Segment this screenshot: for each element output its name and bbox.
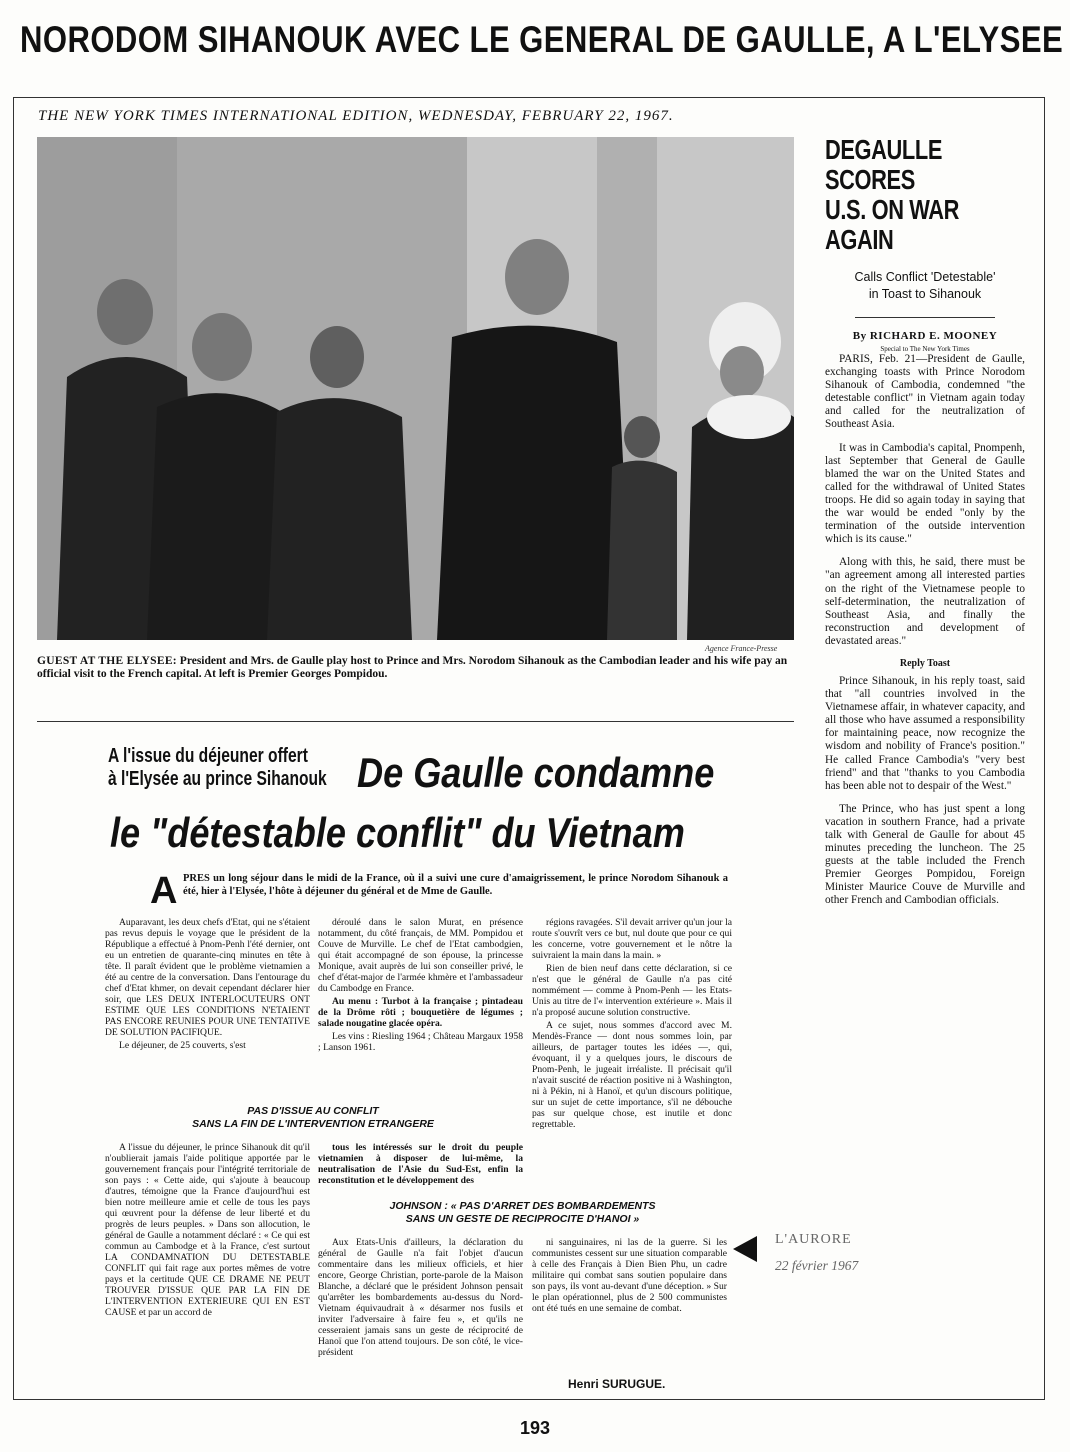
nyt-byline: By RICHARD E. MOONEY	[852, 330, 998, 342]
aurore-headline-line-1: De Gaulle condamne	[357, 749, 715, 796]
source-paper: L'AURORE	[775, 1232, 852, 1247]
section-divider	[37, 721, 794, 722]
section-head-line: JOHNSON : « PAS D'ARRET DES BOMBARDEMENTS	[389, 1200, 656, 1212]
aurore-section-1-column-1	[105, 1142, 310, 1320]
photo-illustration	[37, 137, 794, 640]
aurore-dropcap: A	[150, 870, 178, 912]
nyt-subhead-line-1: Calls Conflict 'Detestable'	[854, 270, 996, 284]
pointer-arrow-icon	[733, 1236, 757, 1262]
aurore-paragraph: ni sanguinaires, ni las de la guerre. Si les communistes cessent sur une situation comparable à celle des Français à Dien Bien Phu, un cadre militaire qui combat sans soutien populaire dans son pays, ils vont au-devant d'une déception. » Sur le plan opérationnel, plus de 2 500 communistes ont été tués en une semaine de combat.	[532, 1237, 727, 1314]
nyt-reply-subhead: Reply Toast	[899, 657, 951, 669]
aurore-section-2-column-2	[532, 1237, 727, 1316]
aurore-paragraph: Les vins : Riesling 1964 ; Château Margaux 1958 ; Lanson 1961.	[318, 1031, 523, 1053]
nyt-paragraph: It was in Cambodia's capital, Pnompenh, last September that General de Gaulle blamed the war on the United States and called for the withdrawal of United States troops. He did so again today in saying that the war would be ended "only by the termination of the outside intervention which is its cause."	[825, 441, 1025, 546]
nyt-banner: THE NEW YORK TIMES INTERNATIONAL EDITION, WEDNESDAY, FEBRUARY 22, 1967.	[38, 108, 674, 124]
nyt-body	[825, 353, 1025, 908]
source-date: 22 février 1967	[775, 1258, 859, 1273]
photo-caption	[37, 655, 794, 681]
nyt-paragraph: Prince Sihanouk, in his reply toast, said that "all countries involved in the Vietnamese affair, in whatever capacity, and all those who have assumed a responsibility for maintaining peace, now recognize the wisdom and nobility of France's position." He called France Cambodia's "very best friend" and that "thanks to you Cambodia has been able not to despair of the West."	[825, 674, 1025, 792]
section-head-line: SANS UN GESTE DE RECIPROCITE D'HANOI »	[405, 1213, 640, 1225]
aurore-lede: PRES un long séjour dans le midi de la France, où il a suivi une cure d'amaigrissement, le prince Norodom Sihanouk a été, hier à l'Elysée, l'hôte à déjeuner du général et de Mme de Gaulle.	[183, 873, 728, 897]
nyt-byline-sub: Special to The New York Times	[880, 345, 970, 353]
aurore-kicker-line-2: à l'Elysée au prince Sihanouk	[108, 768, 327, 790]
caption-lead: GUEST AT THE ELYSEE:	[37, 655, 177, 667]
aurore-section-head-2	[320, 1200, 725, 1226]
nyt-headline	[825, 135, 1025, 255]
aurore-paragraph: régions ravagées. S'il devait arriver qu'un jour la route s'ouvrît vers ce but, nul doute que pour ce qui les concerne, votre gouvernement et le nôtre la suivraient la main dans la main. »	[532, 917, 732, 961]
nyt-paragraph: The Prince, who has just spent a long vacation in southern France, had a private talk with General de Gaulle for about 45 minutes preceding the luncheon. The 25 guests at the table included the French Premier Georges Pompidou, Foreign Minister Maurice Couve de Murville and other French and Cambodian officials.	[825, 802, 1025, 907]
nyt-headline-line-2: U.S. ON WAR AGAIN	[825, 194, 960, 255]
nyt-article	[825, 135, 1025, 918]
aurore-column-2	[318, 917, 523, 1055]
aurore-paragraph: Aux Etats-Unis d'ailleurs, la déclaration du général de Gaulle n'a fait l'objet d'aucun commentaire dans les milieux officiels, et hier encore, George Christian, porte-parole de la Maison Blanche, a déclaré que le président Johnson pensait qu'arrêter les bombardements au-dessus du Nord-Vietnam équivaudrait à « désarmer nos fusils et inviter l'adversaire à faire feu », et qu'ils ne cesseraient jamais sans un geste de réciprocité de Hanoï que l'on attend toujours. De son côté, le vice-président	[318, 1237, 523, 1358]
aurore-paragraph: A l'issue du déjeuner, le prince Sihanouk dit qu'il n'oublierait jamais l'aide politique apportée par le gouvernement français pour l'intégrité territoriale de son pays : « Cette aide, qui s'ajoute à beaucoup d'autres, témoigne que la France d'aujourd'hui est bien notre meilleure amie et celle de tous les pays qui œuvrent pour la défense de leur liberté et du progrès de leurs peuples. » Dans son allocution, le général de Gaulle a notamment déclaré : « Ce qui est commun au Cambodge et à la France, c'est surtout LA CONDAMNATION DU DETESTABLE CONFLIT qui fait rage aux portes mêmes de votre pays et la certitude QUE CE DRAME NE PEUT TROUVER D'ISSUE QUE PAR LA FIN DE L'INTERVENTION EXTERIEURE QUI EN EST CAUSE et par un accord de	[105, 1142, 310, 1318]
aurore-paragraph: déroulé dans le salon Murat, en présence notamment, du côté français, de MM. Pompidou et Couve de Murville. Le chef de l'Etat cambodgien, qui était accompagné de son épouse, la princesse Monique, avait auprès de lui son conseiller privé, le chef d'état-major de l'armée khmère et l'ambassadeur du Cambodge en France.	[318, 917, 523, 994]
aurore-paragraph: Auparavant, les deux chefs d'Etat, qui ne s'étaient pas revus depuis le voyage que le président de la République a effectué à Pnom-Penh l'été dernier, ont eu un entretien de quarante-cinq minutes en tête à tête. Il paraît évident que le problème vietnamien a été au centre de la conversation. Dans l'entourage du chef d'Etat khmer, on devait cependant déclarer hier soir, que LES DEUX INTERLOCUTEURS ONT ESTIME QUE LES CONDITIONS N'ETAIENT PAS ENCORE REUNIES POUR UNE TENTATIVE DE SOLUTION PACIFIQUE.	[105, 917, 310, 1038]
aurore-signature: Henri SURUGUE.	[568, 1377, 666, 1391]
nyt-paragraph: PARIS, Feb. 21—President de Gaulle, exchanging toasts with Prince Norodom Sihanouk of Cambodia, condemned "the detestable conflict" in Vietnam again today and called for the neutralization of Southeast Asia.	[825, 353, 1025, 431]
nyt-headline-line-1: DEGAULLE SCORES	[825, 134, 942, 195]
aurore-section-2-column-1	[318, 1237, 523, 1360]
aurore-paragraph: Rien de bien neuf dans cette déclaration, si ce n'est que le général de Gaulle n'a pas cité nommément — comme à Pnom-Penh — les Etats-Unis au titre de l'« intervention extérieure ». Mais il n'a proposé aucune solution constructive.	[532, 963, 732, 1018]
photo-credit: Agence France-Presse	[705, 644, 778, 653]
aurore-kicker	[108, 745, 327, 791]
aurore-paragraph: Le déjeuner, de 25 couverts, s'est	[119, 1040, 246, 1051]
caption-text: President and Mrs. de Gaulle play host to Prince and Mrs. Norodom Sihanouk as the Cambodian leader and his wife pay an official visit to the French capital. At left is Premier Georges Pompidou.	[37, 655, 788, 680]
section-head-line: PAS D'ISSUE AU CONFLIT	[247, 1105, 379, 1117]
page-title: NORODOM SIHANOUK AVEC LE GENERAL DE GAULLE, A L'ELYSEE	[20, 19, 1064, 60]
aurore-paragraph: A ce sujet, nous sommes d'accord avec M. Mendès-France — dont nous sommes loin, par ailleurs, de partager toutes les idées —, qui, évoquant, il y a quelques jours, le discours de Pnom-Penh, le jugeait irréaliste. Il précisait qu'il n'avait suscité de réaction positive ni à Washington, ni à Pékin, ni à Hanoï, et qu'un discours politique, sur un sujet de cette importance, s'il ne débouche pas sur quelque chose, est inutile et donc regrettable.	[532, 1020, 732, 1130]
nyt-subhead-line-2: in Toast to Sihanouk	[868, 287, 982, 301]
page-number: 193	[519, 1418, 551, 1438]
aurore-headline-line-2: le "détestable conflit" du Vietnam	[110, 809, 685, 856]
press-photo	[37, 137, 794, 640]
aurore-kicker-line-1: A l'issue du déjeuner offert	[108, 745, 308, 767]
aurore-column-3	[532, 917, 732, 1132]
divider	[855, 317, 995, 318]
aurore-paragraph: tous les intéressés sur le droit du peuple vietnamien à disposer de lui-même, la neutralisation de l'Asie du Sud-Est, enfin la reconstitution et le développement des	[318, 1142, 523, 1186]
aurore-column-1	[105, 917, 310, 1053]
aurore-paragraph: Au menu : Turbot à la française ; pintadeau de la Drôme rôti ; bouquetière de légumes ; salade nougatine glacée opéra.	[318, 996, 523, 1029]
section-head-line: SANS LA FIN DE L'INTERVENTION ETRANGERE	[192, 1118, 434, 1130]
aurore-section-1-column-2	[318, 1142, 523, 1188]
aurore-section-head-1	[108, 1105, 518, 1131]
nyt-subhead	[825, 269, 1025, 303]
nyt-paragraph: Along with this, he said, there must be "an agreement among all interested parties on the right of the Vietnamese people to self-determination, the neutralization of Southeast Asia, and finally the reconstruction and development of devastated areas."	[825, 556, 1025, 647]
